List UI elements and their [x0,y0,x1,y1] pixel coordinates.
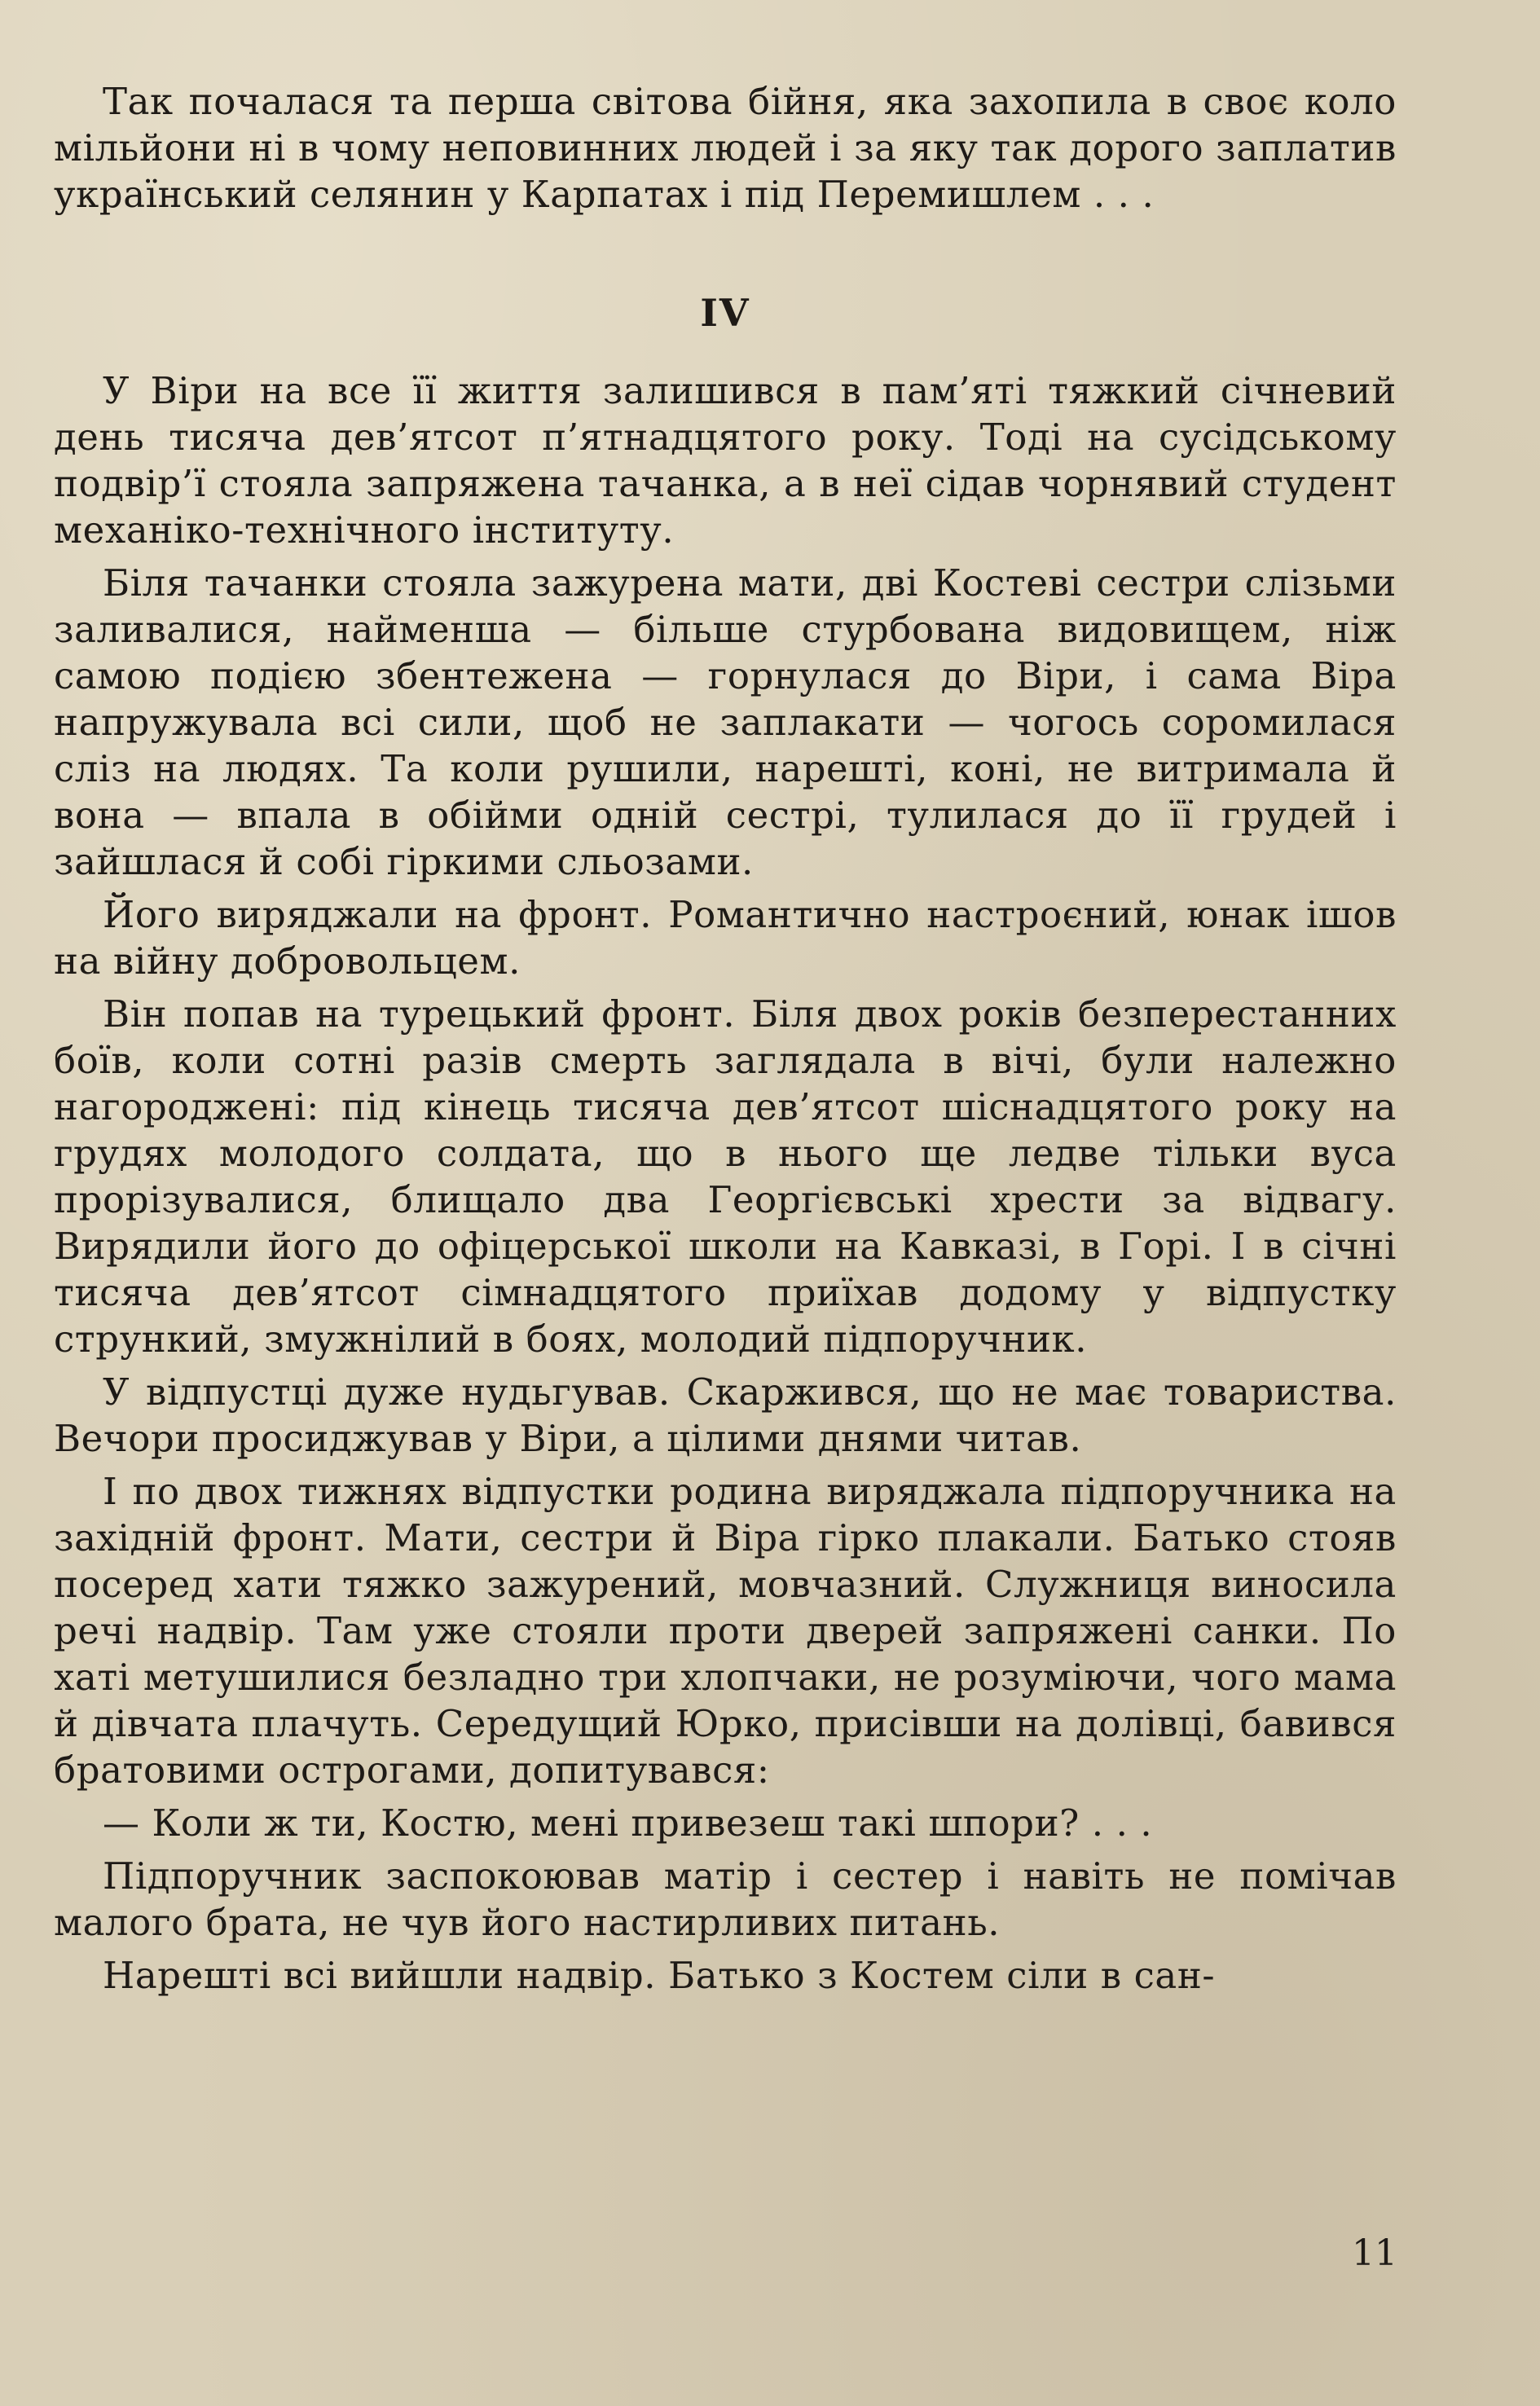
book-page [54,78,1397,2360]
paragraph-1: Так почалася та перша світова бійня, яка захопила в своє коло мільйони ні в чому неповинних людей і за яку так дорого заплатив український селянин у Карпатах і під Перемишлем . . . [54,80,1397,216]
paragraph-10: Нарешті всі вийшли надвір. Батько з Костем сіли в сан- [103,1954,1216,1997]
paragraph-4: Його виряджали на фронт. Романтично настроєний, юнак ішов на війну добровольцем. [54,893,1397,983]
paragraph-9: Підпоручник заспокоював матір і сестер і навіть не помічав малого брата, не чув його настирливих питань. [54,1854,1397,1944]
paragraph-5: Він попав на турецький фронт. Біля двох років безперестанних боїв, коли сотні разів смерть заглядала в вічі, були належно нагороджені: під кінець тисяча дев’ятсот шіснадцятого року на грудях молодого солдата, що в нього ще ледве тільки вуса прорізувалися, блищало два Георгієвські хрести за відвагу. Вирядили його до офіцерської школи на Кавказі, в Горі. І в січні тисяча дев’ятсот сімнадцятого приїхав додому у відпустку стрункий, змужнілий в боях, молодий підпоручник. [54,992,1397,1361]
paragraph-2: У Віри на все її життя залишився в пам’яті тяжкий січневий день тисяча дев’ятсот п’ятнадцятого року. Тоді на сусідському подвір’ї стояла запряжена тачанка, а в неї сідав чорнявий студент механіко-технічного інституту. [54,369,1397,552]
paragraph-7: І по двох тижнях відпустки родина виряджала підпоручника на західній фронт. Мати, сестри й Віра гірко плакали. Батько стояв посеред хати тяжко зажурений, мовчазний. Служниця виносила речі надвір. Там уже стояли проти дверей запряжені санки. По хаті метушилися безладно три хлопчаки, не розуміючи, чого мама й дівчата плачуть. Середущий Юрко, присівши на долівці, бавився братовими острогами, допитувався: [54,1470,1397,1792]
paragraph-3: Біля тачанки стояла зажурена мати, дві Костеві сестри слізьми заливалися, найменша — більше стурбована видовищем, ніж самою подією збентежена — горнулася до Віри, і сама Віра напружувала всі сили, щоб не заплакати — чогось соромилася сліз на людях. Та коли рушили, нарешті, коні, не витримала й вона — впала в обійми одній сестрі, тулилася до її грудей і зайшлася й собі гіркими сльозами. [54,561,1397,883]
page-number: 11 [1352,2232,1397,2274]
paragraph-8-dialogue: — Коли ж ти, Костю, мені привезеш такі шпори? . . . [103,1801,1153,1845]
section-heading: IV [700,291,750,335]
paragraph-6: У відпустці дуже нудьгував. Скаржився, що не має товариства. Вечори просиджував у Віри, а цілими днями читав. [54,1370,1397,1460]
